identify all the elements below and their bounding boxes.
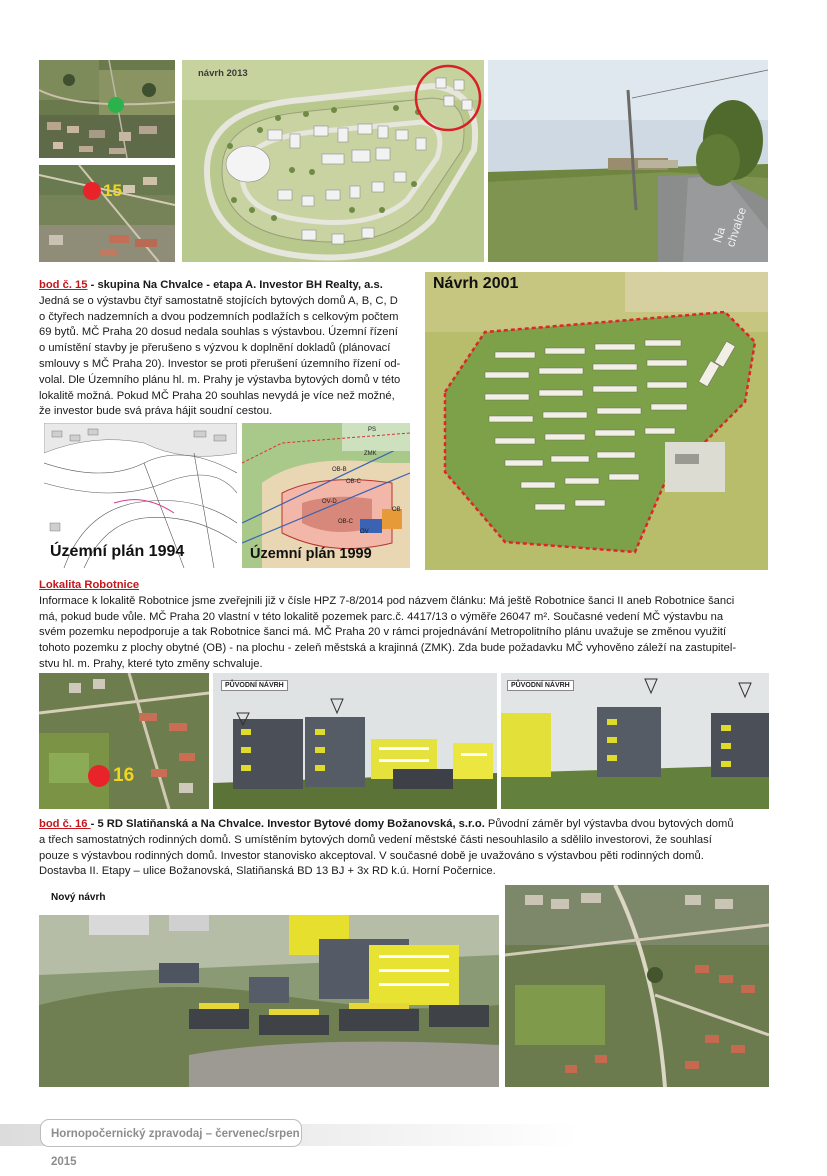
bod15-line: lokalitě možná. Pokud MČ Praha 20 souhlas nevydá je více než možné, [39, 389, 395, 402]
label-original-design-b: PŮVODNÍ NÁVRH [507, 680, 574, 691]
render-original-a [213, 673, 497, 809]
robotnice-line: Informace k lokalitě Robotnice jsme zveřejnili již v čísle HPZ 7-8/2014 pod názvem článku: Má ještě Robotnice šanci II aneb Robotnice šanci [39, 594, 735, 607]
zone-code-ob-c-2: OB-C [338, 519, 353, 525]
render-original-b [501, 673, 769, 809]
zone-code-ob-c: OB-C [346, 479, 361, 485]
bod16-line: pouze s výstavbou rodinných domů. Investor stanovisko akceptoval. V současné době je uvažováno s výstavbou pěti rodinných domů. [39, 849, 704, 862]
bod16-line: a třech samostatných rodinných domů. S umístěním bytových domů vedení městské části nesouhlasilo a sdělilo investorovi, že souhlasí [39, 833, 712, 846]
bod15-line: o umístění stavby je přerušeno s výzvou k doplnění dokladů (plánovací [39, 342, 391, 355]
marker-15-label: 15 [103, 181, 122, 200]
plan-2013-label: návrh 2013 [198, 68, 248, 79]
bod16-paragraph [39, 817, 779, 880]
label-original-design-a: PŮVODNÍ NÁVRH [221, 680, 288, 691]
bod15-line: Jedná se o výstavbu čtyř samostatně stojících bytových domů A, B, C, D [39, 294, 398, 307]
zone-code-ov-d: OV-D [322, 499, 337, 505]
zone-code-ps: PS [368, 427, 377, 433]
new-design-label: Nový návrh [51, 892, 106, 903]
robotnice-line: stvu hl. m. Prahy, které tyto změny schvaluje. [39, 657, 263, 670]
bod15-title: - skupina Na Chvalce - etapa A. Investor BH Realty, a.s. [87, 279, 383, 291]
robotnice-line: svém pozemku nepodporuje a tak Robotnice šanci má. MČ Praha 20 v rámci projednávání Metropolitního plánu uvažuje se změnou využití [39, 626, 727, 639]
zoning-map-1994 [44, 423, 237, 568]
bod15-line: že investor bude svá práva hájit soudní cestou. [39, 405, 273, 418]
zone-code-ov: OV [360, 529, 369, 535]
robotnice-section [39, 578, 779, 673]
bod15-paragraph [39, 278, 424, 420]
bod15-heading-line [39, 278, 424, 294]
red-location-dot-16 [88, 765, 110, 787]
bod16-first-text: Původní záměr byl výstavba dvou bytových domů [484, 818, 734, 830]
bod15-ref-link[interactable]: bod č. 15 [39, 279, 88, 291]
footer-publication: Hornopočernický zpravodaj – červenec/srpen 2015 [40, 1119, 302, 1147]
aerial-photo-bottom [505, 885, 769, 1087]
zone-code-ob: OB [392, 507, 401, 513]
site-plan-2013 [182, 60, 484, 262]
zone-code-zmk: ZMK [364, 451, 377, 457]
bod16-title: - 5 RD Slatiňanská a Na Chvalce. Investor Bytové domy Božanovská, s.r.o. [90, 818, 485, 830]
bod15-line: 69 bytů. MČ Praha 20 dosud nedala souhlas s výstavbou. Územní řízení [39, 326, 398, 339]
green-location-dot [108, 97, 124, 113]
render-new-design [39, 885, 499, 1087]
robotnice-heading[interactable]: Lokalita Robotnice [39, 579, 140, 591]
street-sign-text: Na chvalce [710, 205, 750, 249]
robotnice-line: tohoto pozemku z plochy obytné (OB) - na plochu - zeleň městská a krajinná (ZMK). Zda bude požadavku MČ vyhověno záleží na zastupitel- [39, 642, 737, 655]
bod16-ref-link[interactable]: bod č. 16 [39, 818, 91, 830]
aerial-photo-small-top [39, 60, 175, 158]
site-plan-2001 [425, 272, 768, 570]
bod15-line: o čtyřech nadzemních a dvou podzemních podlažích s celkovým počtem [39, 310, 399, 323]
navrh-2001-label: Návrh 2001 [433, 275, 519, 292]
plan-1994-label: Územní plán 1994 [50, 543, 185, 560]
bod15-line: volal. Dle Územního plánu hl. m. Prahy je výstavba bytových domů v této [39, 373, 401, 386]
marker-16-label: 16 [113, 765, 135, 786]
bod15-line: smlouvy s MČ Praha 20). Investor se proti přerušení územního řízení od- [39, 357, 401, 370]
street-photo [488, 60, 768, 262]
red-location-dot-15 [83, 182, 101, 200]
bod16-heading-line [39, 817, 779, 833]
zoning-map-1999 [242, 423, 410, 568]
aerial-photo-16 [39, 673, 209, 809]
bod16-line: Dostavba II. Etapy – ulice Božanovská, Slatiňanská BD 13 BJ + 3x RD k.ú. Horní Počernice. [39, 865, 496, 878]
aerial-photo-small-bottom [39, 165, 175, 262]
plan-1999-label: Územní plán 1999 [250, 546, 372, 562]
robotnice-line: má, pokud bude vůle. MČ Praha 20 vlastní v této lokalitě pozemek parc.č. 4417/13 o výměře 26047 m². Současné vedení MČ výstavbu na [39, 610, 724, 623]
zone-code-ob-b: OB-B [332, 467, 347, 473]
